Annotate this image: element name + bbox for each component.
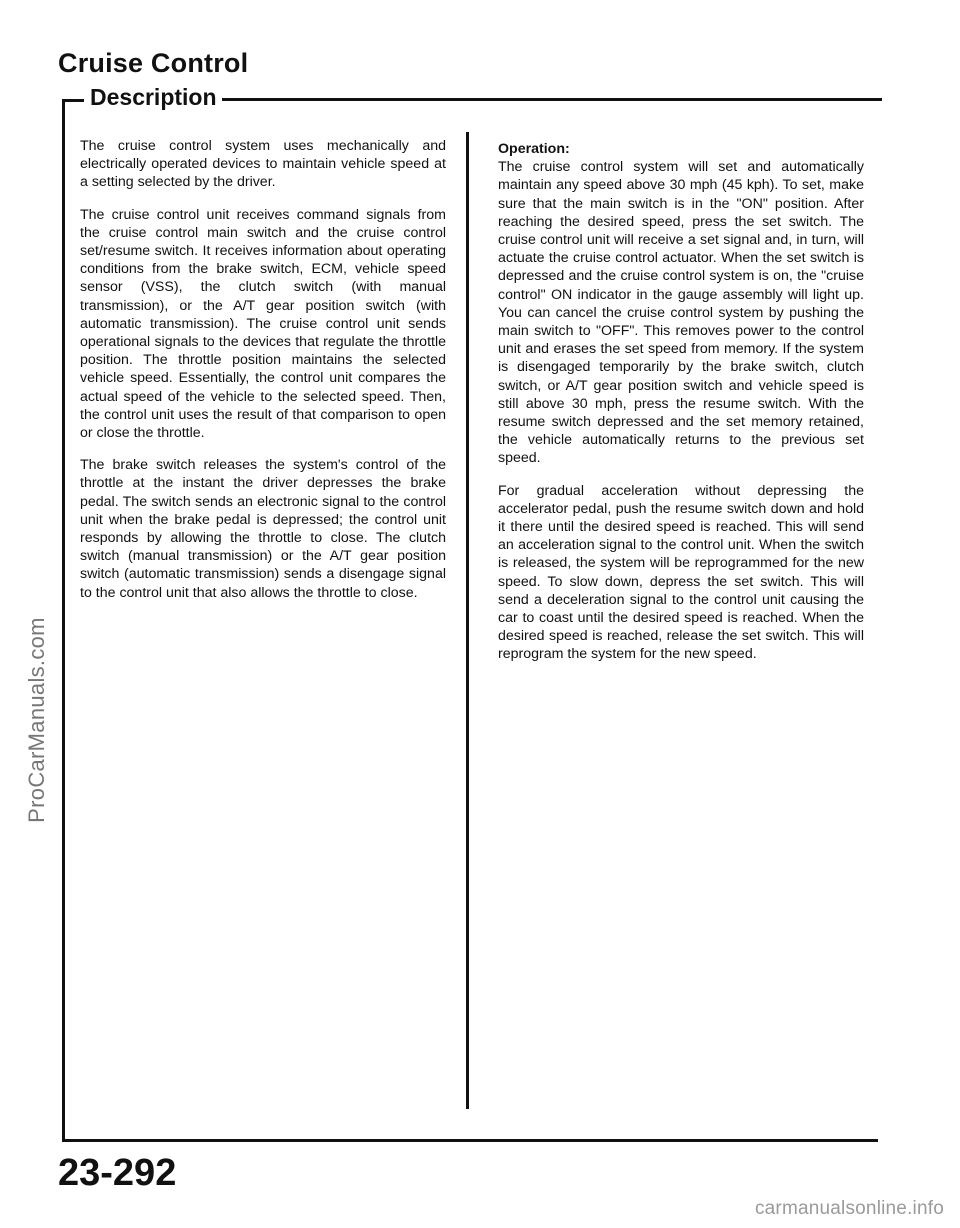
bottom-border-rule bbox=[62, 1139, 878, 1142]
section-title: Description bbox=[90, 84, 217, 110]
watermark-text: ProCarManuals.com bbox=[24, 617, 49, 823]
page-number: 23-292 bbox=[58, 1152, 177, 1194]
section-rule-left bbox=[62, 99, 84, 102]
left-paragraph-control-unit: The cruise control unit receives command signals from the cruise control main switch and the cruise control set/resume switch. It receives information about operating conditions from the brake switch, ECM, vehicle speed sensor (VSS), the clutch switch (with manual transmission), or the A/T gear position switch (with automatic transmission). The cruise control unit sends operational signals to the devices that regulate the throttle position. The throttle position maintains the selected vehicle speed. Essentially, the control unit compares the actual speed of the vehicle to the selected speed. Then, the control unit uses the result of that comparison to open or close the throttle. bbox=[80, 206, 446, 442]
section-rule-right bbox=[222, 98, 882, 101]
left-paragraph-intro: The cruise control system uses mechanically and electrically operated devices to maintain vehicle speed at a setting selected by the driver. bbox=[80, 138, 446, 191]
left-paragraph-brake-switch: The brake switch releases the system's control of the throttle at the instant the driver depresses the brake pedal. The switch sends an electronic signal to the control unit when the brake pedal is depressed; the control unit responds by allowing the throttle to close. The clutch switch (manual transmission) or the A/T gear position switch (automatic transmission) sends a disengage signal to the control unit that also allows the throttle to close. bbox=[80, 457, 446, 601]
column-divider bbox=[466, 132, 469, 1109]
right-column bbox=[498, 140, 864, 678]
footer-site-link[interactable]: carmanualsonline.info bbox=[754, 1198, 944, 1219]
left-border-rule bbox=[62, 100, 65, 1142]
page-title: Cruise Control bbox=[58, 48, 249, 78]
right-paragraph-acceleration: For gradual acceleration without depressing the accelerator pedal, push the resume switch down and hold it there until the desired speed is reached. This will send an acceleration signal to the control unit. When the switch is released, the system will be reprogrammed for the new speed. To slow down, depress the set switch. This will send a deceleration signal to the control unit causing the car to coast until the desired speed is reached. When the desired speed is reached, release the set switch. This will reprogram the system for the new speed. bbox=[498, 482, 864, 663]
right-paragraph-operation: The cruise control system will set and automatically maintain any speed above 30 mph (45 kph). To set, make sure that the main switch is in the "ON" position. After reaching the desired speed, press the set switch. The cruise control unit will receive a set signal and, in turn, will actuate the cruise control actuator. When the set switch is depressed and the cruise control system is on, the "cruise control" ON indicator in the gauge assembly will light up. You can cancel the cruise control system by pushing the main switch to "OFF". This removes power to the control unit and erases the set speed from memory. If the system is disengaged temporarily by the brake switch, clutch switch, or A/T gear position switch and vehicle speed is still above 30 mph, press the resume switch. With the resume switch depressed and the set memory retained, the vehicle automatically returns to the previous set speed. bbox=[498, 159, 864, 467]
operation-block bbox=[498, 140, 864, 468]
operation-heading: Operation: bbox=[498, 141, 570, 157]
left-column bbox=[80, 137, 446, 616]
